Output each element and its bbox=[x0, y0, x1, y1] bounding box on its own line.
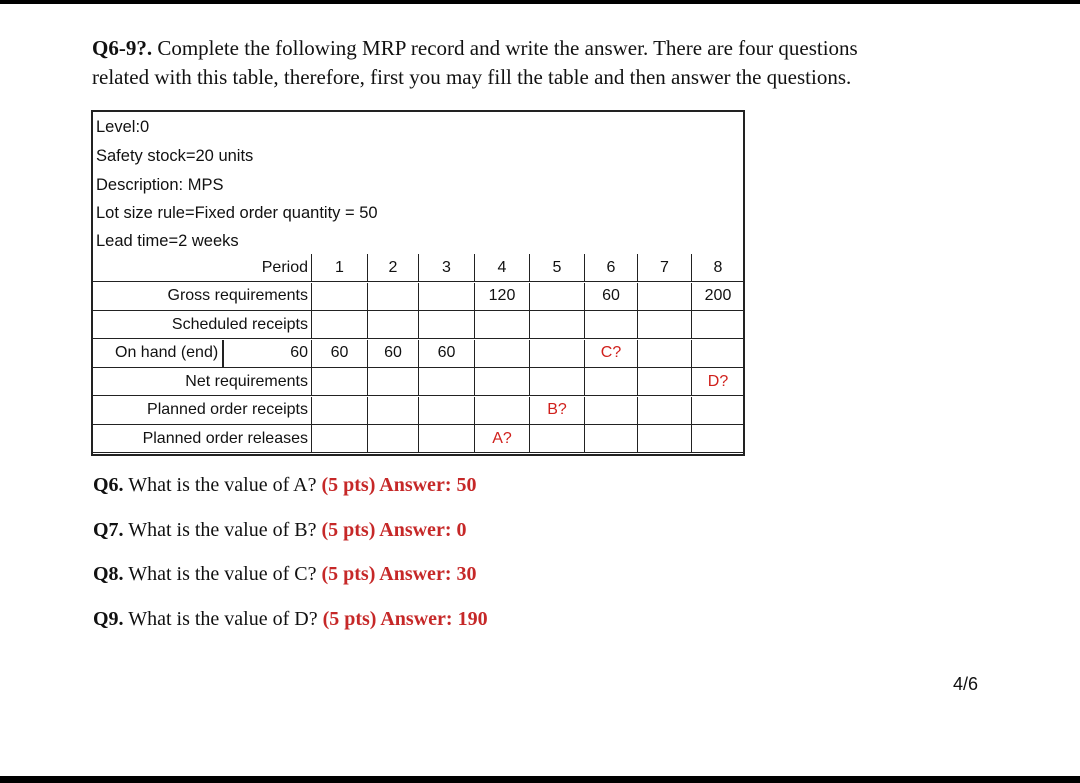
question-id: Q6-9?. bbox=[92, 36, 153, 60]
intro-line-2: related with this table, therefore, first you may fill the table and then answer the questions. bbox=[92, 65, 852, 89]
table-cell: A? bbox=[475, 425, 530, 453]
table-cell bbox=[419, 311, 475, 339]
intro-line-1: Complete the following MRP record and write the answer. There are four questions bbox=[152, 36, 858, 60]
page-number: 4/6 bbox=[953, 674, 979, 694]
table-cell bbox=[419, 283, 475, 311]
question-6: Q6. What is the value of A? (5 pts) Answer: 50 bbox=[93, 474, 477, 496]
initial-on-hand-value: 60 bbox=[290, 344, 308, 361]
period-3: 3 bbox=[419, 254, 475, 282]
table-cell bbox=[585, 425, 638, 453]
question-7: Q7. What is the value of B? (5 pts) Answer: 0 bbox=[93, 519, 467, 541]
answer-6: (5 pts) Answer: 50 bbox=[321, 474, 477, 496]
period-7: 7 bbox=[638, 254, 692, 282]
table-cell bbox=[312, 283, 368, 311]
level-text: Level:0 bbox=[96, 118, 150, 136]
table-cell bbox=[638, 368, 692, 396]
table-cell bbox=[312, 425, 368, 453]
table-cell: 60 bbox=[312, 340, 368, 368]
table-cell bbox=[368, 397, 419, 425]
row-label: Planned order releases bbox=[91, 425, 312, 453]
period-4: 4 bbox=[475, 254, 530, 282]
period-6: 6 bbox=[585, 254, 638, 282]
table-cell: 120 bbox=[475, 283, 530, 311]
table-cell bbox=[475, 311, 530, 339]
table-cell bbox=[638, 311, 692, 339]
table-cell bbox=[530, 311, 585, 339]
question-8: Q8. What is the value of C? (5 pts) Answer: 30 bbox=[93, 563, 477, 585]
period-1: 1 bbox=[312, 254, 368, 282]
safety-stock-text: Safety stock=20 units bbox=[96, 147, 254, 165]
table-cell: 60 bbox=[368, 340, 419, 368]
table-cell bbox=[638, 397, 692, 425]
table-cell bbox=[692, 340, 745, 368]
answer-9: (5 pts) Answer: 190 bbox=[322, 608, 488, 630]
question-9: Q9. What is the value of D? (5 pts) Answer: 190 bbox=[93, 608, 488, 630]
answer-7: (5 pts) Answer: 0 bbox=[321, 519, 467, 541]
row-label: Gross requirements bbox=[91, 283, 312, 311]
table-cell bbox=[368, 311, 419, 339]
table-cell bbox=[312, 311, 368, 339]
row-label: Scheduled receipts bbox=[91, 311, 312, 339]
table-cell bbox=[419, 397, 475, 425]
table-cell bbox=[585, 368, 638, 396]
lead-time-text: Lead time=2 weeks bbox=[96, 232, 239, 250]
table-cell: 200 bbox=[692, 283, 745, 311]
table-cell bbox=[638, 340, 692, 368]
table-cell bbox=[475, 368, 530, 396]
table-cell bbox=[475, 340, 530, 368]
table-cell bbox=[530, 368, 585, 396]
table-cell: 60 bbox=[419, 340, 475, 368]
table-cell bbox=[692, 397, 745, 425]
table-cell bbox=[692, 311, 745, 339]
row-label: Net requirements bbox=[91, 368, 312, 396]
table-cell bbox=[419, 425, 475, 453]
table-cell bbox=[692, 425, 745, 453]
table-cell: 60 bbox=[585, 283, 638, 311]
table-cell bbox=[475, 397, 530, 425]
table-cell bbox=[638, 425, 692, 453]
answer-8: (5 pts) Answer: 30 bbox=[321, 563, 477, 585]
table-cell bbox=[585, 397, 638, 425]
table-cell: B? bbox=[530, 397, 585, 425]
table-cell bbox=[530, 283, 585, 311]
table-cell: D? bbox=[692, 368, 745, 396]
lot-size-text: Lot size rule=Fixed order quantity = 50 bbox=[96, 204, 378, 222]
row-label-text: On hand (end) bbox=[115, 340, 224, 367]
table-cell bbox=[368, 283, 419, 311]
period-label: Period bbox=[91, 254, 312, 282]
period-5: 5 bbox=[530, 254, 585, 282]
table-cell bbox=[585, 311, 638, 339]
intro-paragraph bbox=[92, 34, 992, 92]
row-label: Planned order receipts bbox=[91, 397, 312, 425]
period-2: 2 bbox=[368, 254, 419, 282]
period-8: 8 bbox=[692, 254, 745, 282]
document-page bbox=[0, 4, 1080, 776]
row-label bbox=[91, 340, 312, 368]
table-cell: C? bbox=[585, 340, 638, 368]
table-cell bbox=[638, 283, 692, 311]
table-cell bbox=[368, 425, 419, 453]
table-cell bbox=[530, 425, 585, 453]
table-cell bbox=[312, 397, 368, 425]
description-text: Description: MPS bbox=[96, 176, 224, 194]
table-cell bbox=[368, 368, 419, 396]
table-cell bbox=[530, 340, 585, 368]
table-cell bbox=[419, 368, 475, 396]
table-cell bbox=[312, 368, 368, 396]
